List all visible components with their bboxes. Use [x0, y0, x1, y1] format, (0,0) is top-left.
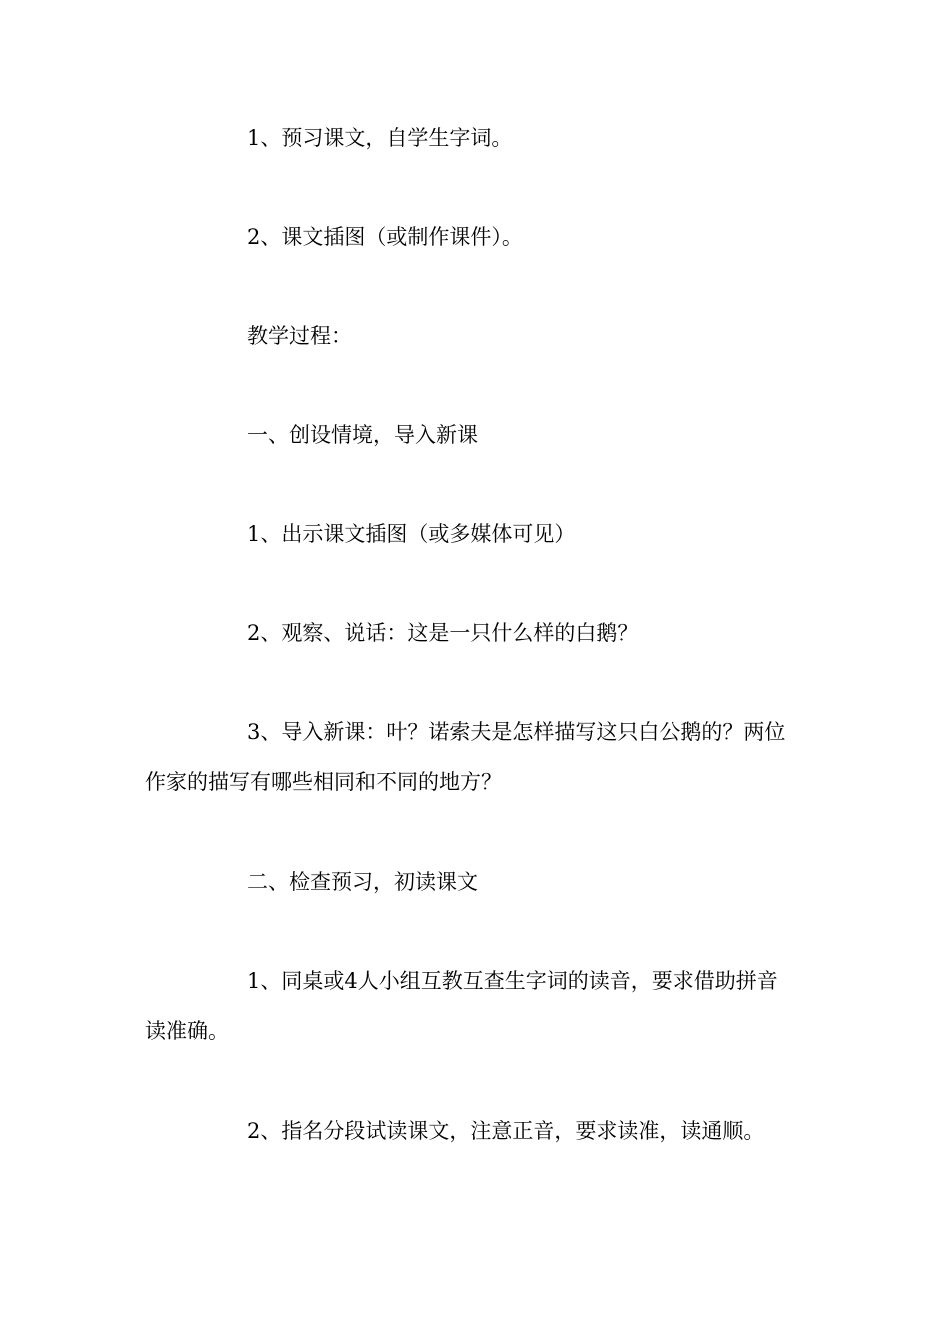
paragraph-peer-check: 1、同桌或4人小组互教互查生字词的读音，要求借助拼音读准确。: [145, 969, 778, 1043]
paragraph-show-illustration: 1、出示课文插图（或多媒体可见）: [247, 522, 576, 546]
paragraph-section-two-heading: 二、检查预习，初读课文: [247, 870, 478, 894]
paragraph-illustration: 2、课文插图（或制作课件）。: [247, 225, 523, 249]
paragraph-section-one-heading: 一、创设情境，导入新课: [247, 423, 478, 447]
paragraph-observe-speak: 2、观察、说话：这是一只什么样的白鹅？: [247, 621, 639, 645]
paragraph-preview-text: 1、预习课文，自学生字词。: [247, 126, 513, 150]
paragraph-teaching-process-heading: 教学过程：: [247, 324, 352, 348]
paragraph-introduce-lesson: 3、导入新课：叶？诺索夫是怎样描写这只白公鹅的？两位作家的描写有哪些相同和不同的地方？: [145, 720, 786, 794]
paragraph-read-aloud: 2、指名分段试读课文，注意正音，要求读准，读通顺。: [247, 1119, 765, 1143]
